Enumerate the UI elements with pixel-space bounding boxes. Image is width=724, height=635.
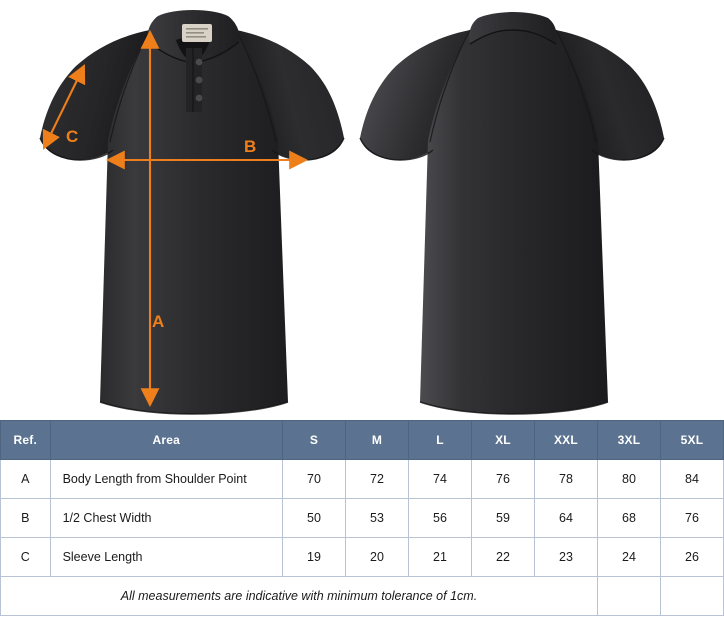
cell-xl: 59: [471, 499, 534, 538]
size-table-body: [1, 460, 724, 616]
cell-5xl: 76: [660, 499, 723, 538]
shirt-front: [40, 10, 344, 414]
row-ref: A: [1, 460, 51, 499]
row-ref: C: [1, 538, 51, 577]
column-header-ref: Ref.: [1, 421, 51, 460]
cell-l: 74: [408, 460, 471, 499]
row-area: Sleeve Length: [50, 538, 282, 577]
column-header-5xl: 5XL: [660, 421, 723, 460]
column-header-m: M: [345, 421, 408, 460]
cell-3xl: 24: [597, 538, 660, 577]
cell-m: 20: [345, 538, 408, 577]
cell-3xl: 68: [597, 499, 660, 538]
measure-label-c: C: [66, 127, 79, 146]
measurement-note: All measurements are indicative with minimum tolerance of 1cm.: [1, 577, 598, 616]
cell-m: 53: [345, 499, 408, 538]
table-row: [1, 499, 724, 538]
row-area: 1/2 Chest Width: [50, 499, 282, 538]
measure-label-b: B: [244, 137, 257, 156]
note-blank-cell: [660, 577, 723, 616]
cell-5xl: 84: [660, 460, 723, 499]
cell-xl: 22: [471, 538, 534, 577]
cell-3xl: 80: [597, 460, 660, 499]
column-header-3xl: 3XL: [597, 421, 660, 460]
table-row: [1, 538, 724, 577]
note-blank-cell: [597, 577, 660, 616]
row-ref: B: [1, 499, 51, 538]
cell-xxl: 23: [534, 538, 597, 577]
column-header-area: Area: [50, 421, 282, 460]
cell-s: 50: [282, 499, 345, 538]
cell-xl: 76: [471, 460, 534, 499]
cell-xxl: 78: [534, 460, 597, 499]
column-header-s: S: [282, 421, 345, 460]
column-header-xl: XL: [471, 421, 534, 460]
cell-s: 70: [282, 460, 345, 499]
table-row: [1, 460, 724, 499]
shirt-back: [360, 12, 664, 414]
column-header-l: L: [408, 421, 471, 460]
column-header-xxl: XXL: [534, 421, 597, 460]
cell-xxl: 64: [534, 499, 597, 538]
table-header-row: [1, 421, 724, 460]
cell-l: 21: [408, 538, 471, 577]
cell-l: 56: [408, 499, 471, 538]
measure-label-a: A: [152, 312, 165, 331]
cell-s: 19: [282, 538, 345, 577]
table-note-row: [1, 577, 724, 616]
size-table-head: [1, 421, 724, 460]
row-area: Body Length from Shoulder Point: [50, 460, 282, 499]
cell-5xl: 26: [660, 538, 723, 577]
size-table: [0, 420, 724, 616]
cell-m: 72: [345, 460, 408, 499]
